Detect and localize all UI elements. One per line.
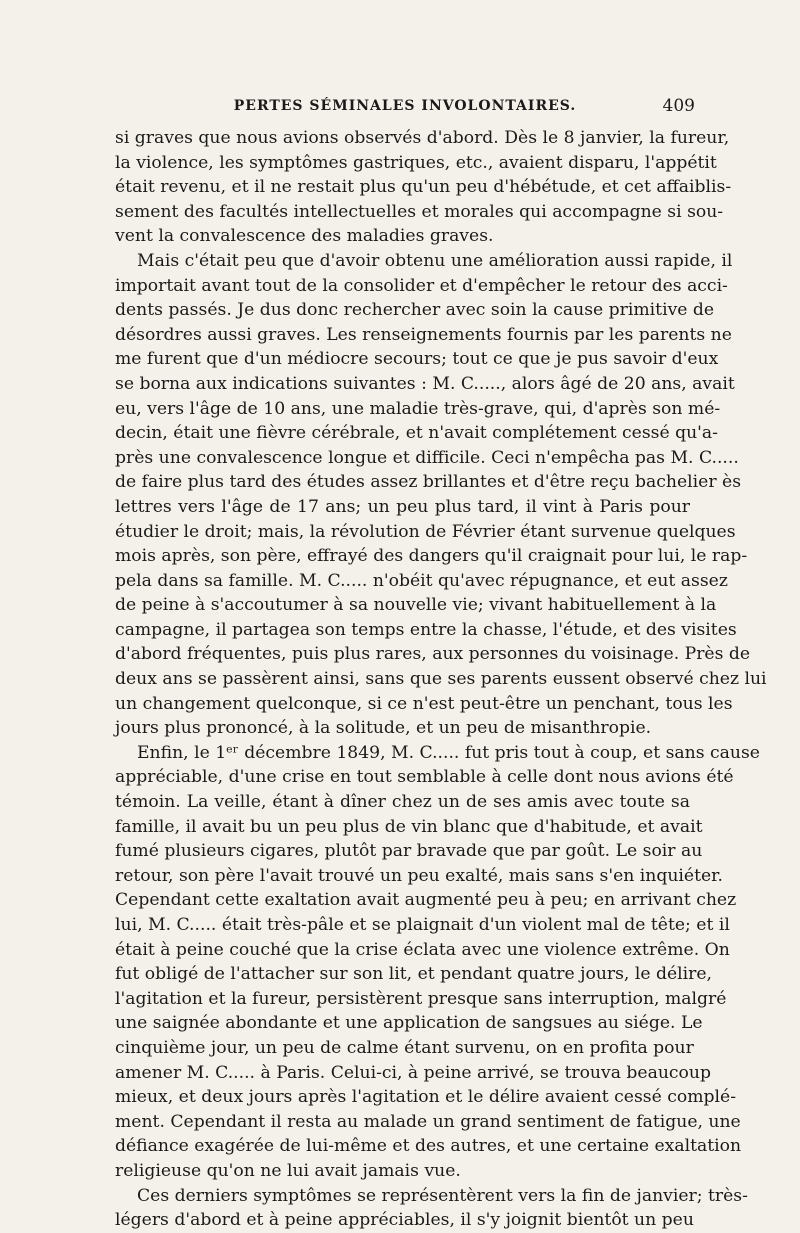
paragraph-2 [115,249,767,741]
text-line: la violence, les symptômes gastriques, etc., avaient disparu, l'appétit [115,152,717,173]
text-line: cinquième jour, un peu de calme étant survenu, on en profita pour [115,1037,694,1058]
text-line: Mais c'était peu que d'avoir obtenu une amélioration aussi rapide, il [137,250,733,271]
text-line: ment. Cependant il resta au malade un grand sentiment de fatigue, une [115,1111,741,1132]
text-line: lui, M. C..... était très-pâle et se plaignait d'un violent mal de tête; et il [115,915,730,935]
text-line: près une convalescence longue et difficile. Ceci n'empêcha pas M. C..... [115,447,739,468]
text-line: Ces derniers symptômes se représentèrent vers la fin de janvier; très- [137,1185,748,1206]
text-line: défiance exagérée de lui-même et des autres, et une certaine exaltation [115,1136,742,1157]
text-line: appréciable, d'une crise en tout semblable à celle dont nous avions été [115,767,734,788]
text-line: étudier le droit; mais, la révolution de Février étant survenue quelques [115,521,736,542]
text-line: campagne, il partagea son temps entre la chasse, l'étude, et des visites [115,619,737,640]
text-line: mieux, et deux jours après l'agitation et le délire avaient cessé complé- [115,1087,736,1108]
text-line: un changement quelconque, si ce n'est peut-être un penchant, tous les [115,693,733,714]
text-line: d'abord fréquentes, puis plus rares, aux personnes du voisinage. Près de [115,644,751,665]
text-line: pela dans sa famille. M. C..... n'obéit qu'avec répugnance, et eut assez [115,570,728,591]
text-line: de peine à s'accoutumer à sa nouvelle vie; vivant habituellement à la [115,595,717,616]
text-line: me furent que d'un médiocre secours; tout ce que je pus savoir d'eux [115,349,719,370]
page-number: 409 [662,96,695,116]
running-header [115,93,695,119]
text-line: fumé plusieurs cigares, plutôt par bravade que par goût. Le soir au [115,841,703,862]
text-line: decin, était une fièvre cérébrale, et n'avait complétement cessé qu'a- [115,423,718,444]
text-line: légers d'abord et à peine appréciables, il s'y joignit bientôt un peu [115,1210,694,1231]
text-line: jours plus prononcé, à la solitude, et un peu de misanthropie. [115,718,652,739]
text-line: Enfin, le 1ᵉʳ décembre 1849, M. C..... fut pris tout à coup, et sans cause [137,742,760,763]
text-line: mois après, son père, effrayé des dangers qu'il craignait pour lui, le rap- [115,546,748,567]
text-line: témoin. La veille, étant à dîner chez un de ses amis avec toute sa [115,792,690,813]
text-line: retour, son père l'avait trouvé un peu exalté, mais sans s'en inquiéter. [115,865,723,886]
text-line: famille, il avait bu un peu plus de vin blanc que d'habitude, et avait [115,816,703,837]
paragraph-1 [115,126,732,249]
text-line: eu, vers l'âge de 10 ans, une maladie très-grave, qui, d'après son mé- [115,398,721,419]
text-line: de faire plus tard des études assez brillantes et d'être reçu bachelier ès [115,472,742,493]
text-line: désordres aussi graves. Les renseignements fournis par les parents ne [115,324,732,345]
text-line: sement des facultés intellectuelles et morales qui accompagne si sou- [115,201,724,222]
running-title: PERTES SÉMINALES INVOLONTAIRES. [233,98,577,114]
text-line: vent la convalescence des maladies graves. [115,226,494,247]
body-text [115,126,767,1233]
text-line: amener M. C..... à Paris. Celui-ci, à peine arrivé, se trouva beaucoup [115,1062,711,1083]
text-line: était à peine couché que la crise éclata avec une violence extrême. On [115,939,730,960]
text-line: l'agitation et la fureur, persistèrent presque sans interruption, malgré [115,988,727,1009]
text-line: deux ans se passèrent ainsi, sans que ses parents eussent observé chez lui [115,669,767,690]
paragraph-3 [115,741,760,1184]
text-line: religieuse qu'on ne lui avait jamais vue. [115,1160,461,1181]
text-line: fut obligé de l'attacher sur son lit, et pendant quatre jours, le délire, [115,964,713,985]
text-line: se borna aux indications suivantes : M. C....., alors âgé de 20 ans, avait [115,373,735,394]
text-line: une saignée abondante et une application de sangsues au siége. Le [115,1013,703,1034]
text-line: dents passés. Je dus donc rechercher avec soin la cause primitive de [115,300,715,321]
text-line: lettres vers l'âge de 17 ans; un peu plus tard, il vint à Paris pour [115,496,690,517]
text-line: si graves que nous avions observés d'abord. Dès le 8 janvier, la fureur, [115,128,730,148]
text-line: était revenu, et il ne restait plus qu'un peu d'hébétude, et cet affaiblis- [115,177,732,198]
text-line: importait avant tout de la consolider et d'empêcher le retour des acci- [115,275,728,296]
text-line: Cependant cette exaltation avait augmenté peu à peu; en arrivant chez [115,890,737,911]
paragraph-4 [115,1184,748,1233]
